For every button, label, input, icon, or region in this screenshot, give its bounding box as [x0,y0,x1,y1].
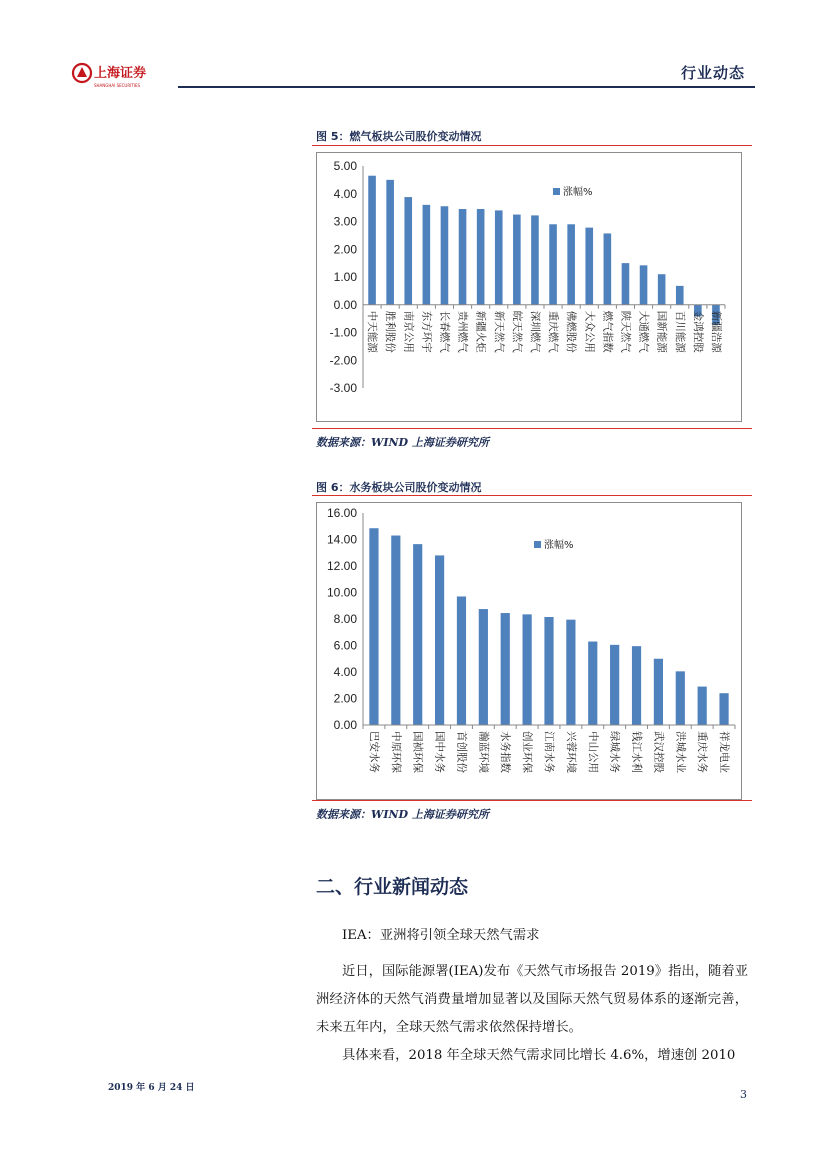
bar-中原环保 [391,536,400,725]
legend-swatch [534,541,541,548]
category-label: 重庆水务 [696,731,709,773]
logo-subtext: SHANGHAI SECURITIES [94,83,141,88]
y-tick-label: 3.00 [333,214,357,229]
bar-国新能源 [658,274,666,305]
category-label: 百川能源 [673,310,686,353]
category-label: 燃气指数 [601,310,614,353]
bar-东方环宇 [423,205,431,305]
bar-江南水务 [544,617,553,725]
category-label: 水务指数 [499,731,512,773]
bar-武汉控股 [654,659,663,725]
category-label: 武汉控股 [652,731,665,773]
y-tick-label: 2.00 [333,691,357,706]
footer-date: 2019 年 6 月 24 日 [108,1083,195,1093]
section-label: 行业动态 [680,64,745,82]
y-tick-label: 14.00 [326,532,357,547]
news-title: IEA：亚洲将引领全球天然气需求 [342,928,540,943]
category-label: 南京公用 [402,310,415,353]
y-tick-label: 10.00 [326,585,357,600]
bar-燃气指数 [604,233,612,304]
category-label: 新疆浩源 [709,310,722,353]
category-label: 佛燃股份 [565,310,578,353]
figure6-source: 数据来源：WIND 上海证券研究所 [316,808,489,821]
figure6-caption: 图 6：水务板块公司股价变动情况 [316,481,482,494]
bar-佛燃股份 [567,224,575,304]
bar-国祯环保 [413,544,422,725]
category-label: 国中水务 [433,731,446,773]
y-tick-label: -2.00 [329,353,357,368]
y-tick-label: 4.00 [333,186,357,201]
bar-首创股份 [457,596,466,725]
figure6-bottom-rule [312,800,752,801]
company-logo [70,60,180,90]
bar-创业环保 [523,614,532,725]
category-label: 钱江水利 [630,731,643,773]
y-tick-label: 0.00 [333,718,357,732]
news-paragraph-1: 近日，国际能源署(IEA)发布《天然气市场报告 2019》指出，随着亚洲经济体的天然气消费量增加显著以及国际天然气贸易体系的逐渐完善，未来五年内，全球天然气需求依然保持增长。 [316,964,748,1035]
y-tick-label: 5.00 [333,159,357,173]
figure6-chart-frame [316,502,742,800]
category-label: 瀚蓝环境 [477,731,490,773]
category-label: 国新能源 [655,310,668,353]
y-tick-label: 4.00 [333,665,357,679]
category-label: 陕天然气 [619,310,632,353]
bar-深圳燃气 [531,215,539,304]
water-sector-price-chart [317,503,741,799]
logo-text: 上海证券 [94,66,147,81]
news-paragraph-2: 具体来看，2018 年全球天然气需求同比增长 4.6%，增速创 2010 [342,1048,736,1063]
bar-洪城水业 [676,671,685,725]
category-label: 大众公用 [583,310,596,353]
bar-水务指数 [501,613,510,725]
category-label: 祥龙电业 [718,731,731,773]
category-label: 绿城水务 [608,731,621,773]
y-tick-label: 16.00 [326,506,357,520]
bar-祥龙电业 [719,693,728,725]
category-label: 江南水务 [543,731,555,773]
figure5-bottom-rule [312,428,752,429]
bar-大通燃气 [640,265,648,304]
bar-大众公用 [585,228,593,305]
bar-贵州燃气 [459,209,467,305]
bar-重庆水务 [698,687,707,725]
y-tick-label: 0.00 [333,297,357,312]
y-tick-label: -3.00 [329,381,357,395]
category-label: 长春燃气 [438,310,451,353]
category-label: 兴蓉环境 [564,731,577,773]
bar-长春燃气 [441,206,449,305]
legend-label: 涨幅% [544,540,574,551]
figure6-top-rule [312,495,752,496]
category-label: 新疆火炬 [474,310,487,353]
bar-巴安水务 [369,528,378,725]
y-tick-label: 8.00 [333,612,357,626]
y-tick-label: 6.00 [333,638,357,653]
category-label: 皖天然气 [510,310,523,353]
bar-中天能源 [368,176,376,305]
category-label: 创业环保 [521,731,534,773]
bar-胜利股份 [386,180,394,305]
bar-绿城水务 [610,645,619,725]
category-label: 国祯环保 [411,731,424,773]
bar-百川能源 [676,286,684,305]
figure5-top-rule [312,145,752,146]
bar-陕天然气 [622,263,630,305]
bar-皖天然气 [513,215,521,305]
y-tick-label: -1.00 [329,325,357,340]
page-number: 3 [740,1088,747,1101]
category-label: 大通燃气 [637,310,650,353]
legend-label: 涨幅% [563,187,593,198]
section-heading: 二、行业新闻动态 [316,876,469,898]
bar-兴蓉环境 [566,620,575,725]
bar-新疆火炬 [477,209,485,305]
category-label: 深圳燃气 [528,310,541,353]
bar-中山公用 [588,642,597,725]
y-tick-label: 12.00 [326,559,357,573]
category-label: 金鸿控股 [691,310,704,353]
category-label: 巴安水务 [367,731,380,773]
figure5-caption: 图 5：燃气板块公司股价变动情况 [316,130,482,143]
category-label: 中天能源 [366,310,379,353]
category-label: 新天然气 [492,310,505,353]
category-label: 胜利股份 [384,310,397,353]
category-label: 重庆燃气 [547,310,560,353]
category-label: 贵州燃气 [456,310,469,353]
bar-南京公用 [404,197,412,305]
figure5-chart-frame [316,152,742,422]
category-label: 洪城水业 [674,731,687,773]
bar-瀚蓝环境 [479,609,488,725]
bar-钱江水利 [632,646,641,725]
figure5-source: 数据来源：WIND 上海证券研究所 [316,436,489,449]
category-label: 首创股份 [455,731,468,773]
y-tick-label: 2.00 [333,242,357,257]
category-label: 中山公用 [586,731,599,773]
header-divider [178,86,755,88]
bar-新天然气 [495,210,503,304]
category-label: 东方环宇 [420,310,433,353]
bar-重庆燃气 [549,224,557,304]
y-tick-label: 1.00 [333,270,357,284]
category-label: 中原环保 [389,731,402,773]
bar-国中水务 [435,555,444,725]
legend-swatch [553,188,560,195]
gas-sector-price-chart [317,153,741,421]
